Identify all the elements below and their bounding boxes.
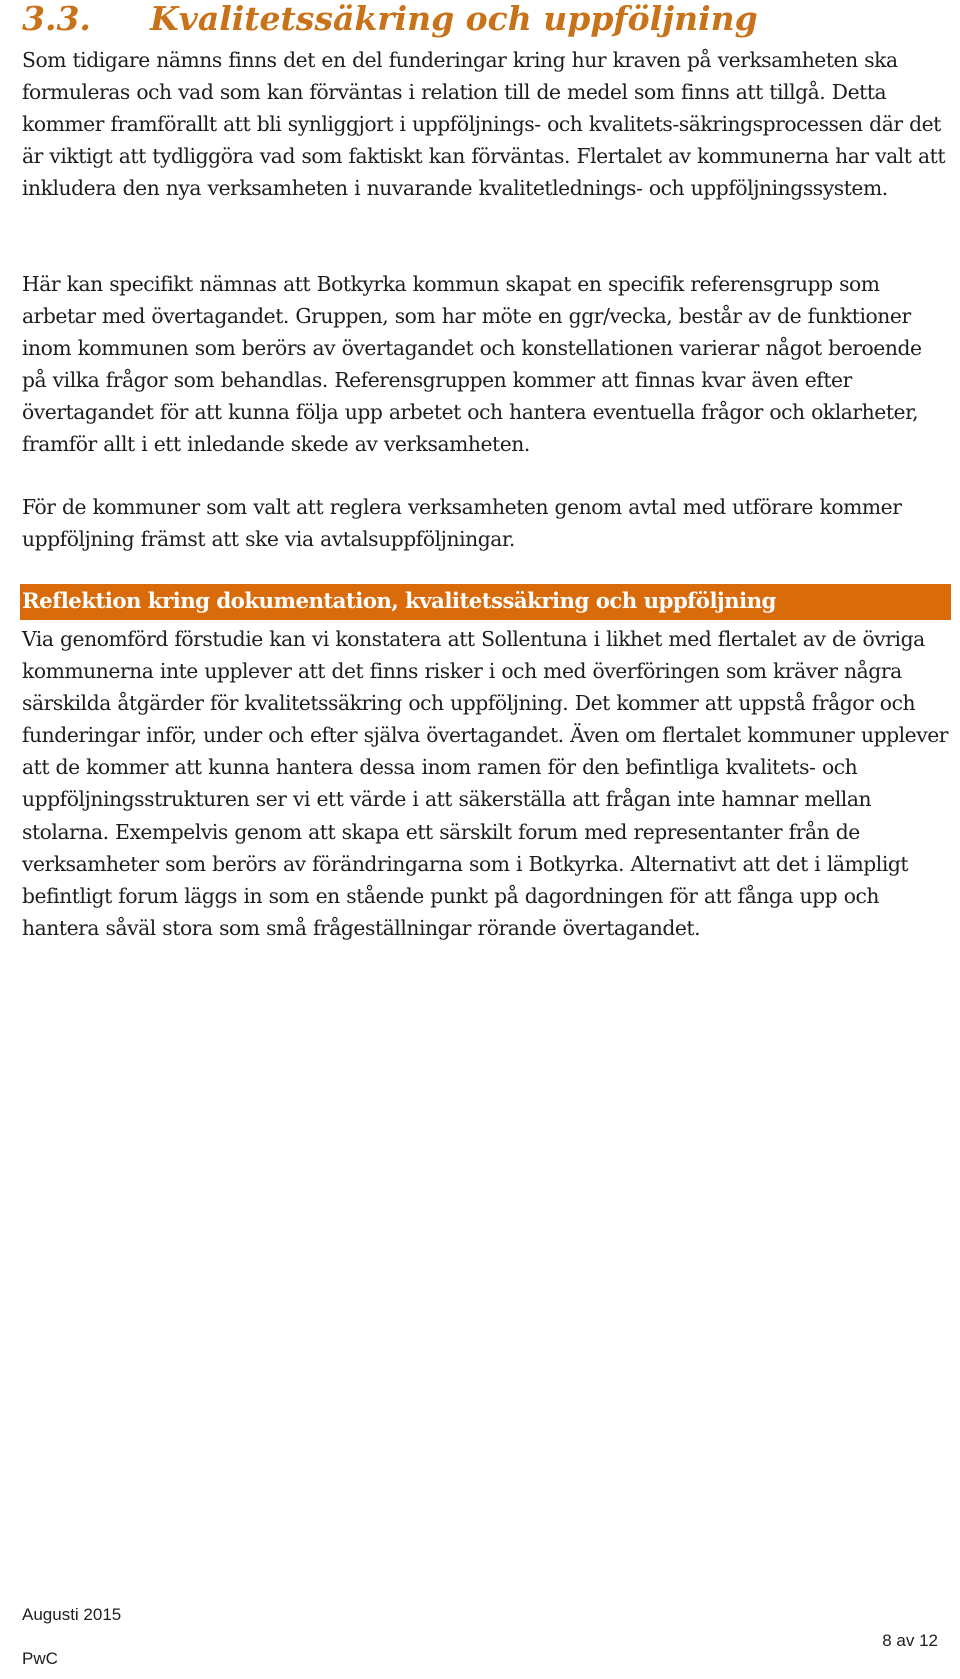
paragraph-botkyrka-reference-group: Här kan specifikt nämnas att Botkyrka kommun skapat en specifik referensgrupp som arbetar med övertagandet. Gruppen, som har möte en ggr/vecka, består av de funktioner inom kommunen som berörs av övertagandet och konstellationen varierar något beroende på vilka frågor som behandlas. Referensgruppen kommer att finnas kvar även efter övertagandet för att kunna följa upp arbetet och hantera eventuella frågor och oklarheter, framför allt i ett inledande skede av verksamheten. bbox=[22, 272, 922, 457]
paragraph-requirements: Som tidigare nämns finns det en del funderingar kring hur kraven på verksamheten ska formuleras och vad som kan förväntas i relation till de medel som finns att tillgå. Detta kommer framförallt att bli synliggjort i uppföljnings- och kvalitets-säkringsprocessen där det är viktigt att tydliggöra vad som faktiskt kan förväntas. Flertalet av kommunerna har valt att inkludera den nya verksamheten i nuvarande kvalitetlednings- och uppföljningssystem. bbox=[22, 48, 946, 201]
footer-date: Augusti 2015 bbox=[22, 1605, 122, 1624]
reflection-paragraph: Via genomförd förstudie kan vi konstatera att Sollentuna i likhet med flertalet av de övriga kommunerna inte upplever att det finns risker i och med överföringen som kräver några särskilda åtgärder för kvalitetssäkring och uppföljning. Det kommer att uppstå frågor och funderingar inför, under och efter själva övertagandet. Även om flertalet kommuner upplever att de kommer att kunna hantera dessa inom ramen för den befintliga kvalitets- och uppföljningsstrukturen ser vi ett värde i att säkerställa att frågan inte hamnar mellan stolarna. Exempelvis genom att skapa ett särskilt forum med representanter från de verksamheter som berörs av förändringarna som i Botkyrka. Alternativt att det i lämpligt befintligt forum läggs in som en stående punkt på dagordningen för att fånga upp och hantera såväl stora som små frågeställningar rörande övertagandet. bbox=[22, 627, 949, 940]
reflection-heading-banner: Reflektion kring dokumentation, kvalitetssäkring och uppföljning bbox=[20, 584, 951, 620]
footer-organization: PwC bbox=[22, 1649, 58, 1668]
section-heading bbox=[22, 0, 758, 44]
section-number: 3.3. bbox=[22, 0, 91, 38]
paragraph-contract-follow-up: För de kommuner som valt att reglera verksamheten genom avtal med utförare kommer uppföljning främst att ske via avtalsuppföljningar. bbox=[22, 495, 902, 552]
page-number: 8 av 12 bbox=[882, 1631, 938, 1650]
section-title: Kvalitetssäkring och uppföljning bbox=[150, 0, 758, 38]
